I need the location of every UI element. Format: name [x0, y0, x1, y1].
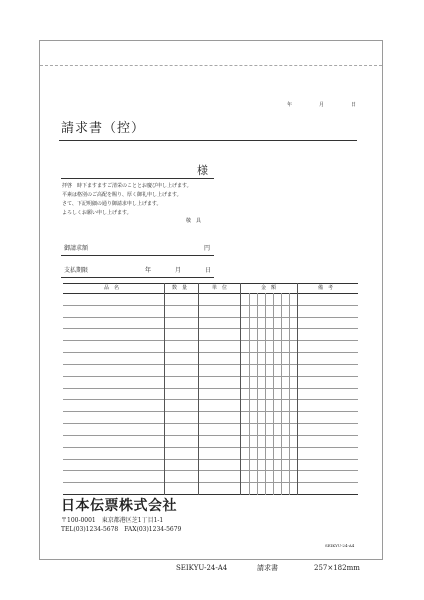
table-row-line: [63, 388, 358, 389]
greeting-line: 平素は格別のご高配を賜り、厚く御礼申し上げます。: [62, 192, 182, 198]
due-month-label: 月: [175, 267, 182, 274]
header-amount: 金 額: [261, 285, 277, 291]
digit-divider: [289, 293, 290, 495]
amount-unit: 円: [204, 245, 211, 252]
column-divider: [297, 283, 298, 495]
footer-form-code: SEIKYU-24-A4: [176, 564, 228, 572]
recipient-underline: [61, 178, 214, 179]
greeting-line: よろしくお願い申し上げます。: [62, 210, 132, 216]
header-item-name: 品 名: [104, 285, 120, 291]
table-row-line: [63, 470, 358, 471]
footer-form-size: 257×182mm: [314, 564, 360, 572]
greeting-line: さて、下記明細の通り御請求申し上げます。: [62, 201, 162, 207]
date-day-label: 日: [351, 102, 357, 108]
due-year-label: 年: [145, 267, 152, 274]
amount-label: 御請求額: [64, 245, 89, 252]
table-row-line: [63, 364, 358, 365]
column-divider: [240, 283, 241, 495]
header-remarks: 備 考: [318, 285, 334, 291]
table-row-line: [63, 340, 358, 341]
greeting-line: 拝啓 時下ますますご清栄のこととお慶び申し上げます。: [62, 183, 192, 189]
table-row-line: [63, 423, 358, 424]
header-quantity: 数 量: [172, 285, 188, 291]
recipient-suffix: 様: [197, 164, 208, 177]
table-row-line: [63, 376, 358, 377]
form-code-small: SEIKYU-24-A4: [325, 543, 355, 548]
column-divider: [198, 283, 199, 495]
title-underline: [59, 140, 357, 141]
table-row-line: [63, 482, 358, 483]
digit-divider: [257, 293, 258, 495]
due-label: 支払期限: [64, 267, 89, 274]
date-month-label: 月: [319, 102, 325, 108]
column-divider: [164, 283, 165, 495]
digit-divider: [273, 293, 274, 495]
table-row-line: [63, 328, 358, 329]
footer-form-name: 請求書: [257, 564, 278, 572]
amount-underline: [61, 255, 214, 256]
digit-divider: [281, 293, 282, 495]
table-row-line: [63, 459, 358, 460]
company-contact: TEL(03)1234-5678 FAX(03)1234-5679: [61, 526, 182, 533]
document-title: 請求書（控）: [61, 121, 146, 136]
table-row-line: [63, 435, 358, 436]
date-year-label: 年: [287, 102, 293, 108]
table-row-line: [63, 447, 358, 448]
header-unit: 単 位: [212, 285, 228, 291]
items-table: [63, 283, 358, 495]
table-row-line: [63, 352, 358, 353]
table-row-line: [63, 411, 358, 412]
company-address: 〒100-0001 東京都港区芝1丁目1-1: [61, 517, 164, 524]
closing-text: 敬 具: [186, 218, 202, 224]
digit-divider: [249, 293, 250, 495]
due-underline: [61, 277, 214, 278]
due-day-label: 日: [205, 267, 212, 274]
company-name: 日本伝票株式会社: [61, 498, 177, 514]
perforation-line: [40, 65, 382, 66]
table-row-line: [63, 399, 358, 400]
digit-divider: [265, 293, 266, 495]
table-row-line: [63, 317, 358, 318]
table-row-line: [63, 305, 358, 306]
